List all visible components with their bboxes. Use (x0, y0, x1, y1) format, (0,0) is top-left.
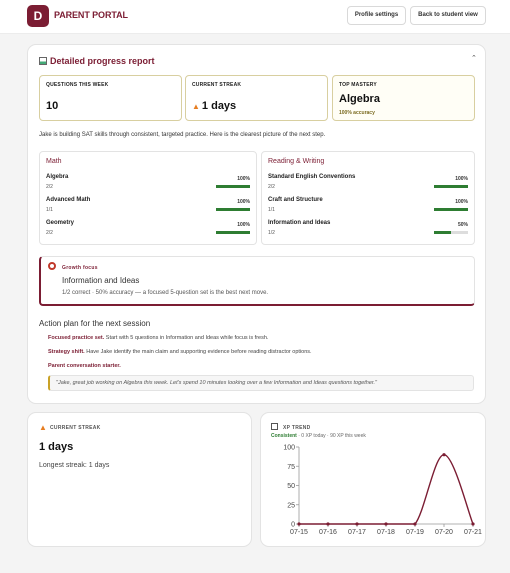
back-to-student-view-button[interactable]: Back to student view (410, 6, 486, 25)
skill-progress-bar (434, 231, 468, 234)
y-tick-label: 0 (291, 521, 295, 529)
skill-row (46, 220, 250, 242)
xp-data-point (442, 453, 445, 456)
longest-streak: Longest streak: 1 days (39, 462, 110, 469)
skill-name: Algebra (46, 174, 69, 180)
skill-percent: 100% (237, 176, 250, 182)
growth-focus-label: Growth focus (62, 265, 98, 271)
stat-current-streak (185, 75, 328, 121)
growth-focus-desc: 1/2 correct · 50% accuracy — a focused 5-question set is the best next move. (62, 290, 269, 296)
chart-icon (271, 423, 278, 430)
xp-data-point (355, 522, 358, 525)
top-bar (0, 0, 510, 34)
intro-text: Jake is building SAT skills through consistent, targeted practice. Here is the clearest picture of the next step. (39, 132, 326, 138)
xp-series-line (299, 455, 473, 524)
stat-top-mastery (332, 75, 475, 121)
x-tick-label: 07-16 (319, 529, 337, 536)
xp-data-point (471, 522, 474, 525)
current-streak-card (27, 412, 252, 547)
plan-line: Parent conversation starter. (48, 363, 121, 369)
skill-progress-bar (434, 185, 468, 188)
stat-value: ▲ 1 days (192, 100, 237, 112)
skill-percent: 100% (237, 199, 250, 205)
stat-value: 10 (46, 100, 59, 112)
xp-data-point (413, 522, 416, 525)
skill-count: 2/2 (268, 184, 275, 190)
skill-name: Advanced Math (46, 197, 91, 203)
skill-name: Standard English Conventions (268, 174, 356, 180)
y-tick-label: 100 (283, 444, 295, 452)
skill-row (268, 197, 468, 219)
progress-report-card (27, 44, 486, 404)
skill-percent: 100% (455, 199, 468, 205)
stat-questions-this-week (39, 75, 182, 121)
skill-row (268, 220, 468, 242)
skill-count: 1/2 (268, 230, 275, 236)
plan-line: Strategy shift. Have Jake identify the main claim and supporting evidence before reading distractor options. (48, 349, 312, 355)
profile-settings-button[interactable]: Profile settings (347, 6, 406, 25)
y-tick-label: 50 (287, 483, 295, 490)
x-tick-label: 07-15 (290, 529, 308, 536)
stat-label: TOP MASTERY (339, 82, 377, 88)
xp-line-chart (261, 439, 487, 546)
skill-count: 2/2 (46, 230, 53, 236)
growth-focus-title: Information and Ideas (62, 276, 140, 285)
chevron-up-icon[interactable]: ⌃ (471, 55, 477, 62)
flame-icon: ▲ (192, 102, 200, 111)
skill-percent: 50% (457, 222, 468, 228)
skill-percent: 100% (455, 176, 468, 182)
growth-focus-panel (39, 256, 475, 306)
xp-label: XP TREND (283, 425, 311, 431)
subject-name: Reading & Writing (268, 158, 325, 165)
chart-icon (39, 57, 47, 65)
action-plan-title: Action plan for the next session (39, 319, 151, 328)
x-tick-label: 07-19 (406, 529, 424, 536)
x-tick-label: 07-20 (435, 529, 453, 536)
x-tick-label: 07-18 (377, 529, 395, 536)
y-tick-label: 75 (287, 463, 295, 471)
xp-data-point (326, 522, 329, 525)
streak-label: CURRENT STREAK (50, 425, 101, 431)
skill-count: 2/2 (46, 184, 53, 190)
skill-row (46, 174, 250, 196)
skill-percent: 100% (237, 222, 250, 228)
brand-name: PARENT PORTAL (54, 10, 128, 20)
report-title: Detailed progress report (39, 56, 155, 66)
stat-label: QUESTIONS THIS WEEK (46, 82, 109, 88)
subject-math (39, 151, 257, 245)
skill-count: 1/1 (46, 207, 53, 213)
skill-progress-bar (216, 185, 250, 188)
conversation-quote: "Jake, great job working on Algebra this week. Let's spend 10 minutes looking over a few Information and Ideas questions together." (48, 375, 474, 391)
stat-value: Algebra (339, 93, 380, 105)
streak-value: 1 days (39, 441, 74, 453)
stat-sub: 100% accuracy (339, 110, 375, 116)
skill-name: Information and Ideas (268, 220, 331, 226)
target-icon (48, 262, 56, 270)
xp-data-point (384, 522, 387, 525)
skill-name: Craft and Structure (268, 197, 323, 203)
x-tick-label: 07-17 (348, 529, 366, 536)
subject-reading-writing (261, 151, 475, 245)
subject-name: Math (46, 158, 62, 165)
flame-icon: ▲ (39, 423, 47, 432)
xp-subtitle: Consistent · 0 XP today · 90 XP this week (271, 433, 366, 439)
skill-row (46, 197, 250, 219)
skill-row (268, 174, 468, 196)
skill-name: Geometry (46, 220, 75, 226)
logo: D (27, 5, 49, 27)
skill-progress-bar (434, 208, 468, 211)
x-tick-label: 07-21 (464, 529, 482, 536)
xp-data-point (297, 522, 300, 525)
skill-count: 1/1 (268, 207, 275, 213)
y-tick-label: 25 (287, 502, 295, 510)
stat-label: CURRENT STREAK (192, 82, 242, 88)
plan-line: Focused practice set. Start with 5 questions in Information and Ideas while focus is fresh. (48, 335, 269, 341)
skill-progress-bar (216, 231, 250, 234)
xp-trend-card (260, 412, 486, 547)
skill-progress-bar (216, 208, 250, 211)
